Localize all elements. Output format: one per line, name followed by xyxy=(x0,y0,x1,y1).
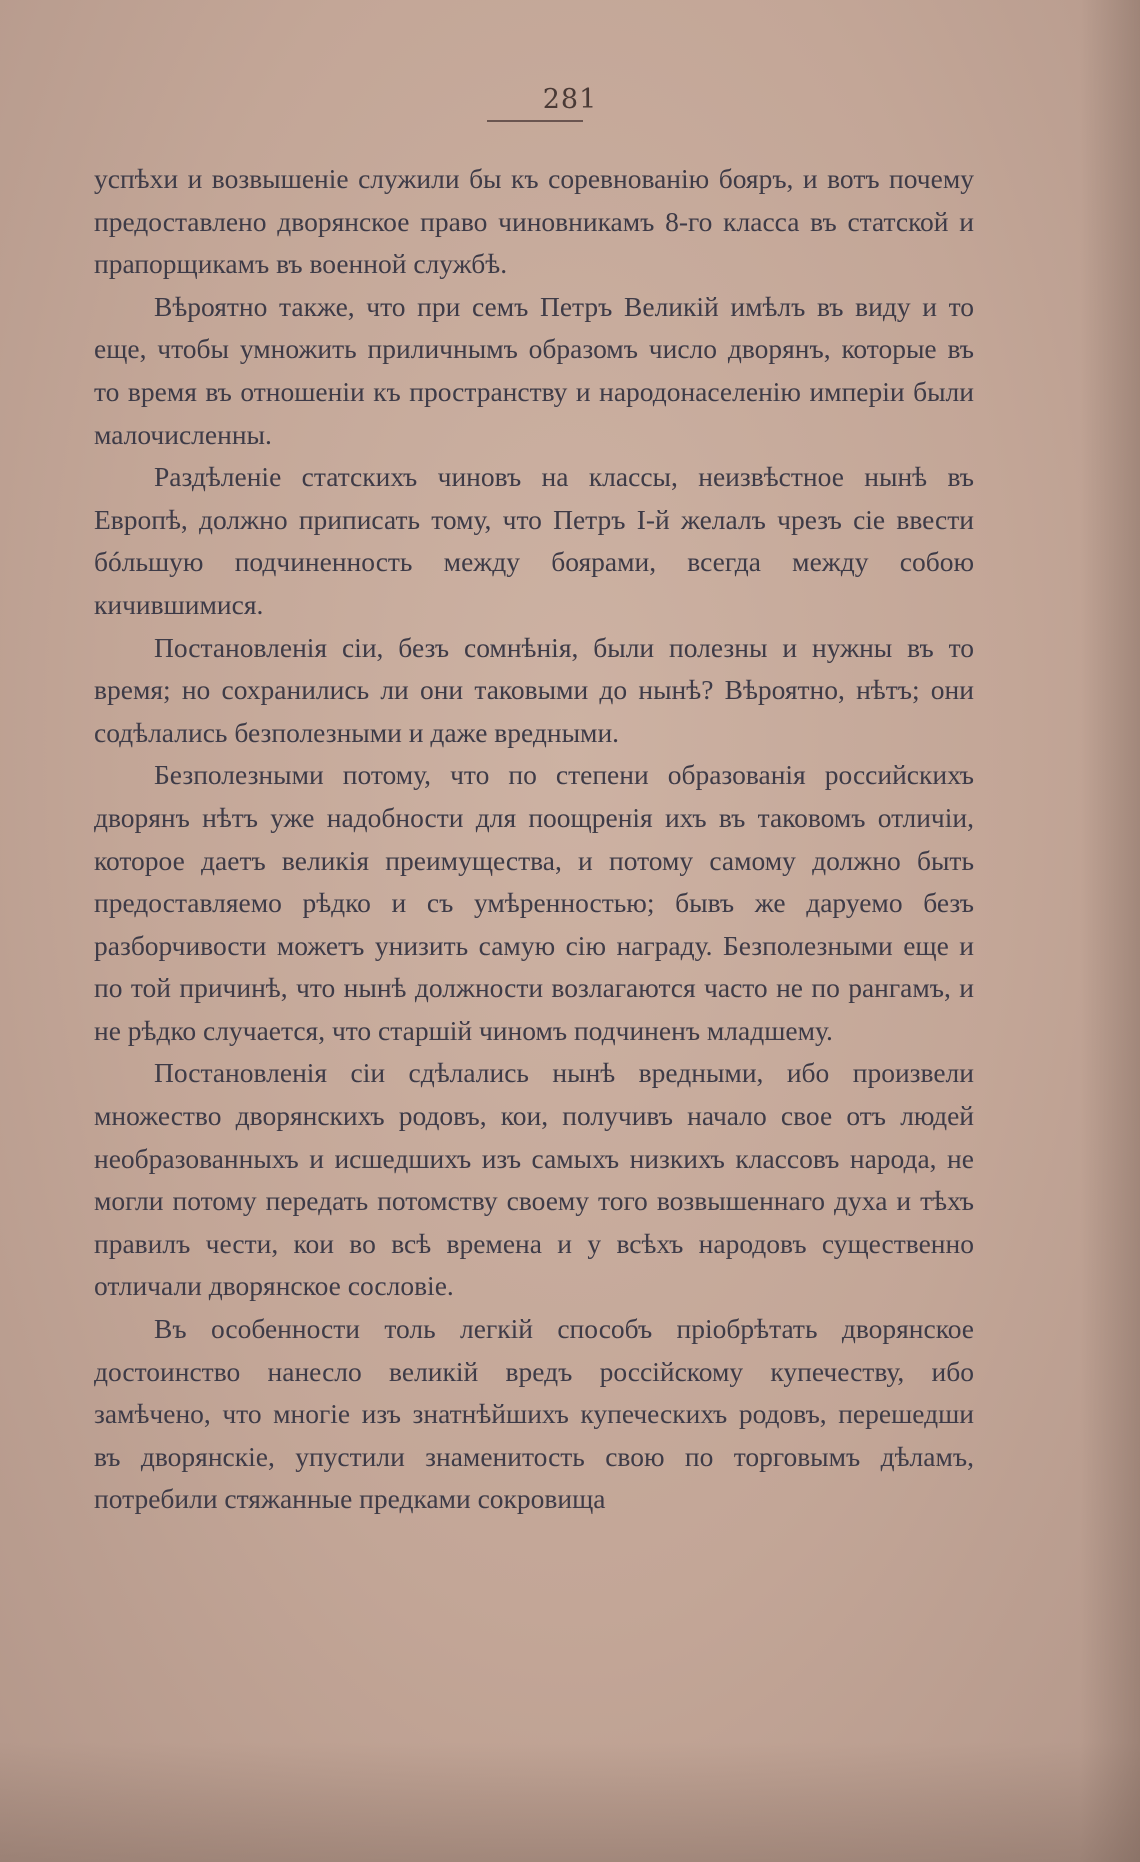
paragraph-3: Раздѣленіе статскихъ чиновъ на классы, неизвѣстное нынѣ въ Европѣ, должно приписать тому, что Петръ I-й желалъ чрезъ сіе ввести бóльшую подчиненность между боярами, всегда между собою кичившимися. xyxy=(94,461,974,620)
paragraph-4: Постановленія сіи, безъ сомнѣнія, были полезны и нужны въ то время; но сохранились ли они таковыми до нынѣ? Вѣроятно, нѣтъ; они содѣлались безполезными и даже вредными. xyxy=(94,631,974,748)
text-body xyxy=(94,158,974,1521)
page-bottom-shadow xyxy=(0,1742,1140,1862)
paragraph-7: Въ особенности толь легкій способъ пріобрѣтать дворянское достоинство нанесло великій вредъ россійскому купечеству, ибо замѣчено, что многіе изъ знатнѣйшихъ купеческихъ родовъ, перешедши въ дворянскіе, упустили знаменитость свою по торговымъ дѣламъ, потребили стяжанные предками сокровища xyxy=(94,1313,974,1515)
page-number: 281 xyxy=(542,84,598,115)
paragraph-5: Безполезными потому, что по степени образованія российскихъ дворянъ нѣтъ уже надобности для поощренія ихъ въ таковомъ отличіи, которое даетъ великія преимущества, и потому самому должно быть предоставляемо рѣдко и съ умѣренностью; бывъ же даруемо безъ разборчивости можетъ унизить самую сію награду. Безполезными еще и по той причинѣ, что нынѣ должности возлагаются часто не по рангамъ, и не рѣдко случается, что старшій чиномъ подчиненъ младшему. xyxy=(94,759,974,1046)
paragraph-2: Вѣроятно также, что при семъ Петръ Великій имѣлъ въ виду и то еще, чтобы умножить приличнымъ образомъ число дворянъ, которые въ то время въ отношеніи къ пространству и народонаселенію имперіи были малочисленны. xyxy=(94,290,974,450)
page-edge-shadow xyxy=(1080,0,1140,1862)
header-rule xyxy=(487,120,583,122)
paragraph-1: успѣхи и возвышеніе служили бы къ соревнованію бояръ, и вотъ почему предоставлено дворянское право чиновникамъ 8-го класса въ статской и прапорщикамъ въ военной службѣ. xyxy=(94,163,974,280)
paragraph-6: Постановленія сіи сдѣлались нынѣ вредными, ибо произвели множество дворянскихъ родовъ, кои, получивъ начало свое отъ людей необразованныхъ и исшедшихъ изъ самыхъ низкихъ классовъ народа, не могли потому передать потомству своему того возвышеннаго духа и тѣхъ правилъ чести, кои во всѣ времена и у всѣхъ народовъ существенно отличали дворянское сословіе. xyxy=(94,1057,974,1302)
